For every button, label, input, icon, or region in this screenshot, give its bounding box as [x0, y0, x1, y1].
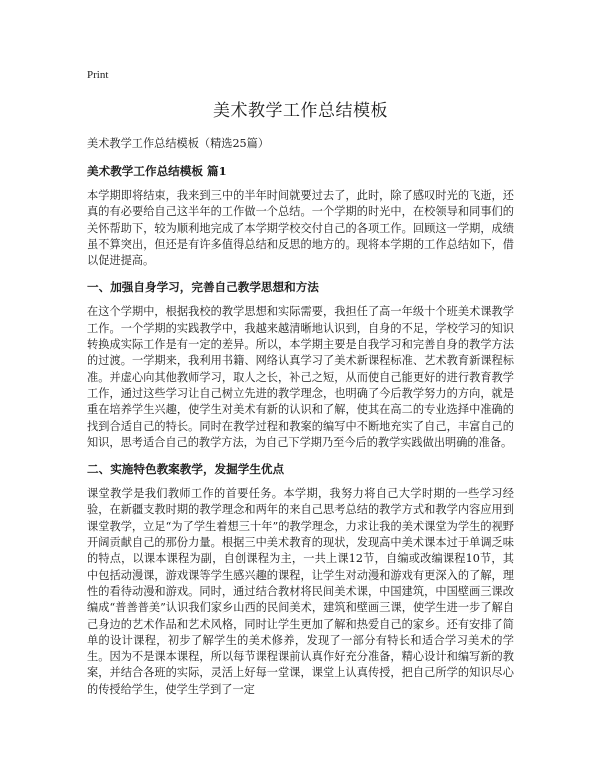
document-title: 美术教学工作总结模板 [213, 101, 388, 121]
section-body: 在这个学期中，根据我校的教学思想和实际需要，我担任了高一年级十个班美术课教学工作。一个学期的实践教学中，我越来越清晰地认识到，自身的不足，学校学习的知识转换成实际工作是有一定的差异。所以，本学期主要是自我学习和完善自身的教学方法的过渡。一学期来，我利用书籍、网络认真学习了美术新课程标准、艺术教育新课程标准。并虚心向其他教师学习，取人之长，补己之短，从而使自己能更好的进行教育教学工作，通过这些学习让自己树立先进的教学理念，也明确了今后教学努力的方向，就是重在培养学生兴趣，使学生对美术有新的认识和了解，使其在高二的专业选择中准确的找到合适自己的特长。同时在教学过程和教案的编写中不断地充实了自己，丰富自己的知识，思考适合自己的教学方法，为自己下学期乃至今后的教学实践做出明确的准备。 [87, 305, 514, 449]
intro-paragraph: 本学期即将结束，我来到三中的半年时间就要过去了，此时，除了感叹时光的飞逝，还真的有必要给自己这半年的工作做一个总结。一个学期的时光中，在校领导和同事们的关怀帮助下，较为顺利地完成了本学期学校交付自己的各项工作。回顾这一学期，成绩虽不算突出，但还是有许多值得总结和反思的地方的。现将本学期的工作总结如下，借以促进提高。 [87, 189, 514, 268]
section-body: 课堂教学是我们教师工作的首要任务。本学期，我努力将自己大学时期的一些学习经验，在新疆支教时期的教学理念和两年的来自己思考总结的教学方式和教学内容应用到课堂教学，立足“为了学生着想三十年”的教学理念，力求让我的美术课堂为学生的视野开阔贡献自己的那份力量。根据三中美术教育的现状，发现高中美术课本过于单调乏味的特点，以课本课程为副，自创课程为主，一共上课12节，自编或改编课程10节，其中包括动漫课，游戏课等学生感兴趣的课程，让学生对动漫和游戏有更深入的了解，理性的看待动漫和游戏。同时，通过结合教材将民间美术课，中国建筑，中国壁画三课改编成“普善普美”认识我们家乡山西的民间美术，建筑和壁画三课，使学生进一步了解自己身边的艺术作品和艺术风格，同时让学生更加了解和热爱自己的家乡。还有安排了简单的设计课程，初步了解学生的美术修养，发现了一部分有特长和适合学习美术的学生。因为不是课本课程，所以每节课程课前认真作好充分准备，精心设计和编写新的教案，并结合各班的实际，灵活上好每一堂课，课堂上认真传授，把自己所学的知识尽心的传授给学生，使学生学到了一定 [87, 487, 514, 696]
chapter-title: 美术教学工作总结模板 篇1 [87, 164, 227, 178]
section-1 [87, 280, 514, 451]
document-subtitle: 美术教学工作总结模板（精选25篇） [87, 137, 270, 150]
section-heading: 二、实施特色教案教学，发掘学生优点 [87, 462, 285, 477]
document-page [87, 68, 514, 709]
print-label[interactable]: Print [87, 69, 109, 81]
section-heading: 一、加强自身学习，完善自己教学思想和方法 [87, 280, 319, 295]
section-2 [87, 462, 514, 698]
